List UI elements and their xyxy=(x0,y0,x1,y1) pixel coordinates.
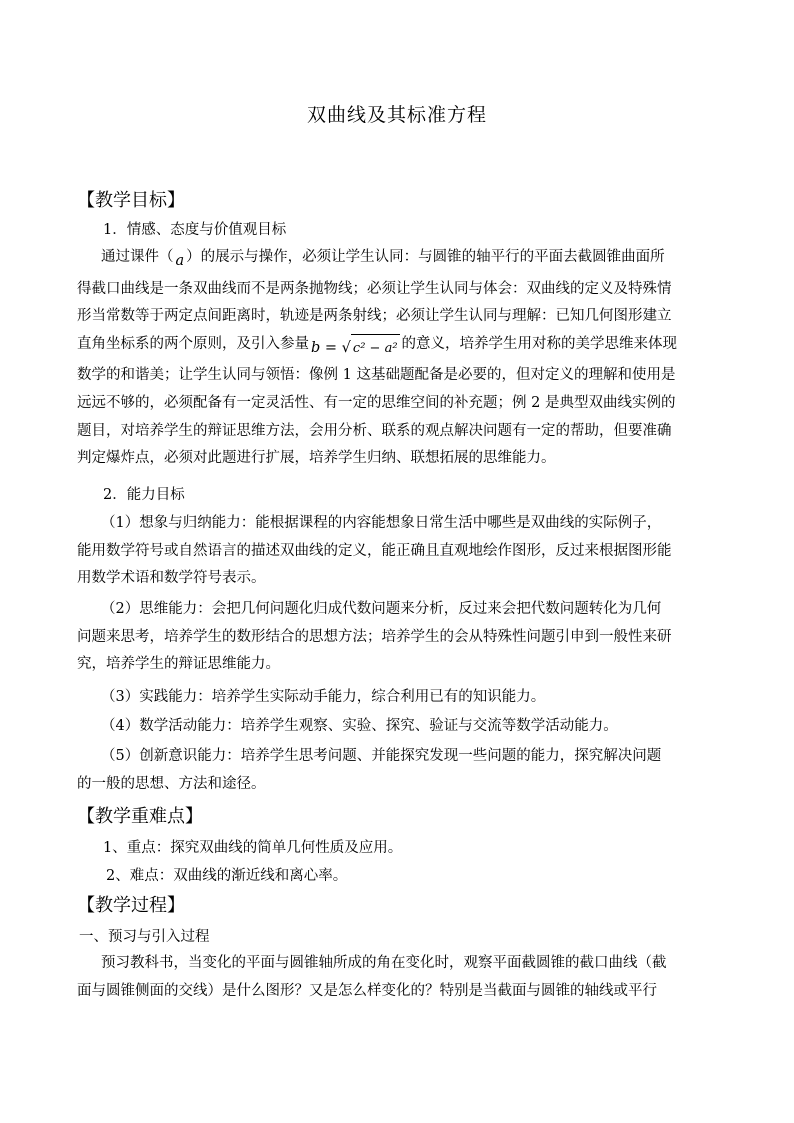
paragraph-line: 题目，对培养学生的辩证思维方法，会用分析、联系的观点解决问题有一定的帮助，但要准确 xyxy=(77,422,672,439)
ability-item-1 xyxy=(77,510,709,593)
ability-item-2 xyxy=(77,596,709,679)
process-paragraph xyxy=(77,950,709,1005)
paragraph-line: 预习教科书，当变化的平面与圆锥轴所成的角在变化时，观察平面截圆锥的截口曲线（截 xyxy=(101,955,667,971)
ability-item-3 xyxy=(101,684,709,712)
paragraph-line: 能用数学符号或自然语言的描述双曲线的定义，能正确且直观地绘作图形，反过来根据图形能 xyxy=(77,542,672,559)
section-heading-process: 【教学过程】 xyxy=(77,895,185,916)
page-title: 双曲线及其标准方程 xyxy=(306,104,487,126)
paragraph-line: （2）思维能力：会把几何问题化归成代数问题来分析，反过来会把代数问题转化为几何 xyxy=(101,601,662,617)
paragraph-line: 用数学术语和数学符号表示。 xyxy=(77,570,266,587)
paragraph-line: 数学的和谐美；让学生认同与领悟：像例 1 这基础题配备是必要的，但对定义的理解和使用是 xyxy=(77,367,676,384)
courseware-symbol: a xyxy=(175,253,185,269)
difficult-point: 2、难点：双曲线的渐近线和离心率。 xyxy=(106,868,348,884)
paragraph-line: （1）想象与归纳能力：能根据课程的内容能想象日常生活中哪些是双曲线的实际例子， xyxy=(101,515,662,531)
section-heading-key: 【教学重难点】 xyxy=(77,806,203,827)
goal1-heading: 1．情感、态度与价值观目标 xyxy=(103,222,287,238)
paragraph-line: 形当常数等于两定点间距离时，轨迹是两条射线；必须让学生认同与理解：已知几何图形建立 xyxy=(77,308,672,325)
paragraph-line: 究，培养学生的辩证思维能力。 xyxy=(77,656,280,673)
paragraph-line: （5）创新意识能力：培养学生思考问题、并能探究发现一些问题的能力，探究解决问题 xyxy=(101,748,662,764)
paragraph-line: （4）数学活动能力：培养学生观察、实验、探究、验证与交流等数学活动能力。 xyxy=(101,718,618,734)
process-heading: 一、预习与引入过程 xyxy=(79,929,210,945)
ability-item-4 xyxy=(101,713,709,741)
paragraph-line: （3）实践能力：培养学生实际动手能力，综合利用已有的知识能力。 xyxy=(101,689,546,705)
paragraph-line: 通过课件（ a ）的展示与操作，必须让学生认同：与圆锥的轴平行的平面去截圆锥曲面所 xyxy=(101,244,709,276)
ability-item-5 xyxy=(77,743,709,798)
paragraph-line: 面与圆锥侧面的交线）是什么图形？又是怎么样变化的？特别是当截面与圆锥的轴线或平行 xyxy=(77,982,657,999)
key-point: 1、重点：探究双曲线的简单几何性质及应用。 xyxy=(103,840,403,856)
section-heading-goals: 【教学目标】 xyxy=(77,190,185,211)
paragraph-line: 得截口曲线是一条双曲线而不是两条抛物线；必须让学生认同与体会：双曲线的定义及特殊情 xyxy=(77,280,672,297)
paragraph-line: 判定爆炸点，必须对此题进行扩展，培养学生归纳、联想拓展的思维能力。 xyxy=(77,450,556,467)
paragraph-line: 的一般的思想、方法和途径。 xyxy=(77,775,266,792)
goal1-paragraph xyxy=(77,244,709,473)
paragraph-line: 直角坐标系的两个原则，及引入参量 b = √ c² − a² 的意义，培养学生用对称的美学思维来体现 xyxy=(77,331,709,363)
formula-b: b = √ c² − a² xyxy=(311,334,400,363)
goal2-heading: 2．能力目标 xyxy=(103,487,185,503)
paragraph-line: 问题来思考，培养学生的数形结合的思想方法；培养学生的会从特殊性问题引申到一般性来研 xyxy=(77,628,672,645)
paragraph-line: 远远不够的，必须配备有一定灵活性、有一定的思维空间的补充题；例 2 是典型双曲线实例的 xyxy=(77,394,676,411)
